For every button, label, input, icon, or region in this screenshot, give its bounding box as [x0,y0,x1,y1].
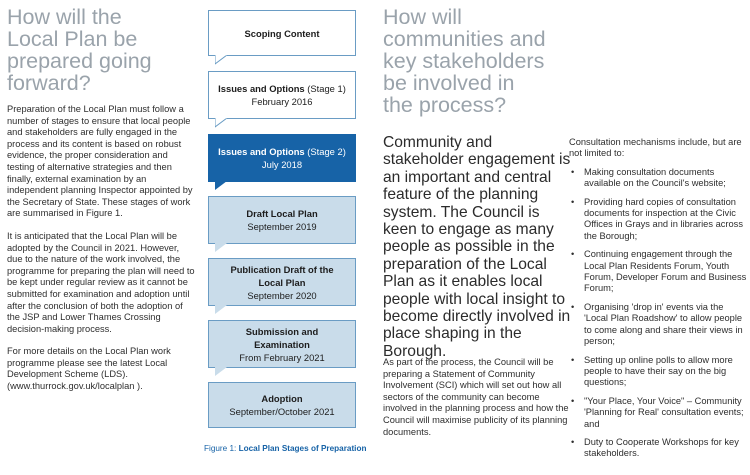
right-column-title [383,6,573,116]
sci-paragraph: As part of the process, the Council will be preparing a Statement of Community Involvement (SCI) which will set out how all sectors of the community can become involved in the planning process and how the Council will maximise publicity of its planning documents. [383,357,569,437]
right-heading-line: How will [383,5,462,29]
caption-title: Local Plan Stages of Preparation [238,444,367,453]
mechanisms-intro: Consultation mechanisms include, but are not limited to: [569,137,742,159]
mechanisms-list [569,167,747,460]
right-heading-line: communities and [383,27,546,51]
stage-note: (Stage 1) [307,83,346,94]
list-item-text: Providing hard copies of consultation documents for inspection at the Civic Offices in Grays and in libraries across the Borough; [584,196,743,241]
stage-title: Adoption [261,393,303,404]
left-heading [7,6,197,94]
stage-adoption [208,382,356,428]
stage-submission-examination [208,320,356,368]
caption-prefix: Figure 1: [204,444,237,453]
stage-pointer [215,181,227,190]
stage-issues-options-2 [208,134,356,182]
stage-title: Issues and Options [218,146,305,157]
list-item [569,396,747,430]
left-heading-line: Local Plan be [7,27,138,51]
list-item [569,355,747,389]
list-item [569,167,747,190]
adoption-paragraph: It is anticipated that the Local Plan will be adopted by the Council in 2021. However, due to the nature of the work involved, the programme for preparing the plan will need to be kept under regular review as it cannot be submitted for examination and adoption until after the conclusion of both the adoption of the JSP and Lower Thames Crossing decision-making process. [7,230,195,334]
stage-pointer [215,367,227,376]
stage-title: Draft Local Plan [246,208,318,219]
stage-pointer [215,55,228,65]
list-item-text: Setting up online polls to allow more people to have their say on the big questions; [584,354,733,388]
list-item-text: Continuing engagement through the Local Plan Residents Forum, Youth Forum, Developer Forum and Business Forum; [584,249,747,294]
list-item-text: Duty to Cooperate Workshops for key stakeholders. [584,436,739,459]
stage-date: September 2020 [247,289,317,301]
left-heading-line: forward? [7,71,91,95]
list-item-text: Making consultation documents available on the Council's website; [584,166,726,189]
stage-date: July 2018 [261,159,303,170]
list-item [569,302,747,348]
stage-title: Scoping Content [244,27,320,39]
list-item [569,437,747,460]
stage-pointer [215,243,227,252]
stage-date: From February 2021 [239,351,325,363]
stage-pointer [215,118,228,128]
stage-date: September 2019 [247,221,317,232]
stage-pointer [215,305,227,314]
right-heading-line: the process? [383,93,507,117]
lds-paragraph: For more details on the Local Plan work programme please see the latest Local Development Scheme (LDS). (www.thurrock.gov.uk/localplan ). [7,346,171,392]
stage-date: September/October 2021 [229,406,335,417]
bullet-icon: • [571,354,575,365]
stage-scoping-content [208,10,356,56]
bullet-icon: • [571,249,575,260]
stage-publication-draft [208,258,356,306]
bullet-icon: • [571,301,575,312]
bullet-icon: • [571,436,575,447]
stages-figure [200,0,370,475]
list-item-text: Organising 'drop in' events via the 'Local Plan Roadshow' to allow people to come along and share their views in person; [584,301,743,347]
list-item-text: "Your Place, Your Voice" – Community 'Planning for Real' consultation events; and [584,395,744,429]
bullet-icon: • [571,166,575,177]
engagement-lead-text: Community and stakeholder engagement is an important and central feature of the planning system. The Council is keen to engage as many people as possible in the preparation of the Local Plan as it enables local people with local insight to become directly involved in place shaping in the Borough. [383,134,571,360]
list-item [569,249,747,295]
right-heading-line: key stakeholders [383,49,545,73]
bullet-icon: • [571,395,575,406]
stage-draft-local-plan [208,196,356,244]
stage-date: February 2016 [251,96,313,107]
left-column [7,6,197,404]
figure-caption [204,444,366,453]
stage-issues-options-1 [208,71,356,119]
stage-title: Issues and Options [218,83,305,94]
right-heading-line: be involved in [383,71,515,95]
stage-note: (Stage 2) [307,146,346,157]
right-heading [383,6,573,116]
list-item [569,197,747,243]
left-heading-line: How will the [7,5,122,29]
stage-title: Publication Draft of the Local Plan [230,263,334,288]
intro-paragraph: Preparation of the Local Plan must follow a number of stages to ensure that local people and stakeholders are fully engaged in the process and its content is based on robust evidence, the proper consideration and testing of alternative strategies and then finally, external examination by an independent planning Inspector appointed by the Secretary of State. These stages of work are summarised in Figure 1. [7,104,193,219]
left-heading-line: prepared going [7,49,152,73]
stage-title: Submission and Examination [245,325,319,350]
consultation-mechanisms [569,137,747,467]
bullet-icon: • [571,196,575,207]
